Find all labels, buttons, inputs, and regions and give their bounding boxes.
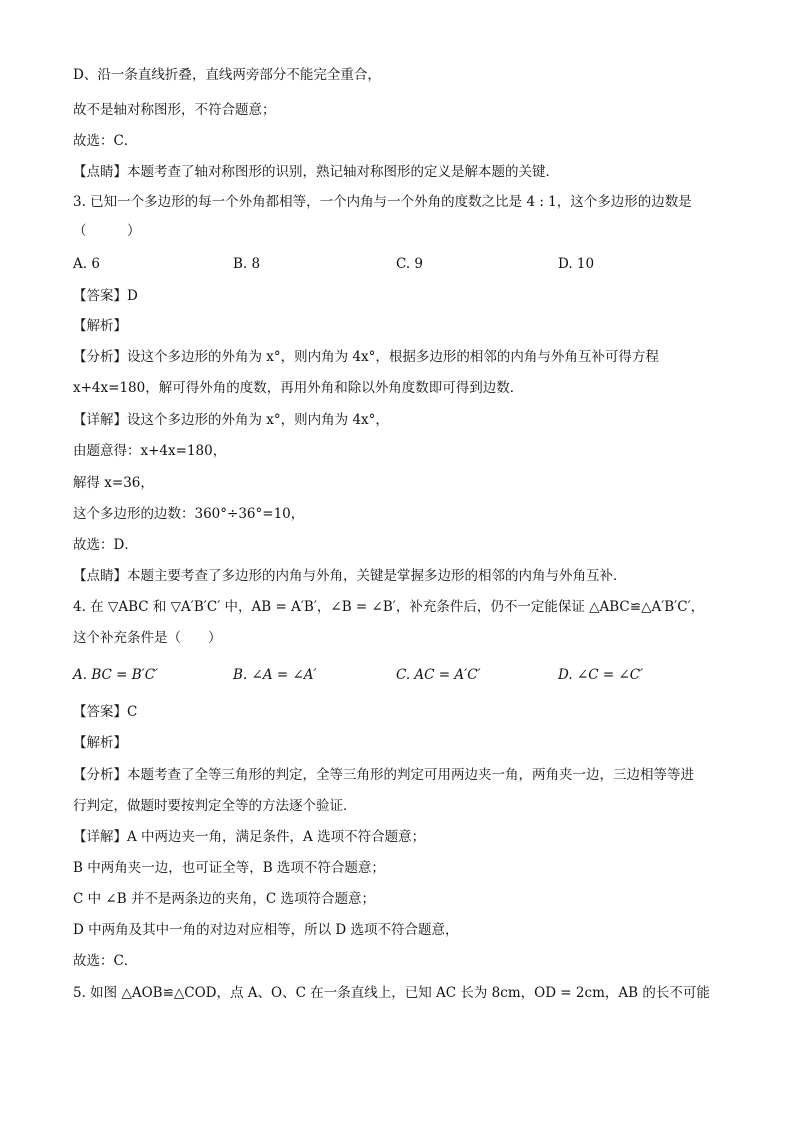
text-line: 这个多边形的边数：360°÷36°=10，: [73, 506, 305, 522]
option-b: B. ∠A = ∠A′: [233, 667, 317, 683]
text-line: 【分析】设这个多边形的外角为 x°，则内角为 4x°，根据多边形的相邻的内角与外角互补可得方程: [73, 349, 659, 365]
question-5-stem: 5. 如图 △AOB≌△COD，点 A、O、C 在一条直线上，已知 AC 长为 8cm，OD = 2cm，AB 的长不可能: [73, 985, 710, 1001]
text-line: 由题意得：x+4x=180，: [73, 443, 227, 459]
question-4-stem: 4. 在 ▽ABC 和 ▽A′B′C′ 中，AB = A′B′，∠B = ∠B′，补充条件后，仍不一定能保证 △ABC≌△A′B′C′，: [73, 599, 705, 615]
option-c: C. 9: [396, 256, 424, 272]
text-line: 故选：C．: [73, 953, 138, 969]
text-line: 【详解】A 中两边夹一角，满足条件，A 选项不符合题意；: [73, 829, 426, 845]
analysis-label: 【解析】: [73, 735, 127, 751]
text-line: 故不是轴对称图形，不符合题意；: [73, 102, 276, 118]
option-d: D. 10: [558, 256, 595, 272]
answer-label: 【答案】C: [73, 704, 138, 720]
option-a: A. 6: [73, 256, 100, 272]
text-line: 【详解】设这个多边形的外角为 x°，则内角为 4x°，: [73, 412, 389, 428]
answer-label: 【答案】D: [73, 288, 138, 304]
analysis-label: 【解析】: [73, 318, 127, 334]
text-line: 【点睛】本题考查了轴对称图形的识别，熟记轴对称图形的定义是解本题的关键．: [73, 164, 559, 180]
text-line: 故选：D．: [73, 537, 138, 553]
question-3-blank: （ ）: [73, 223, 141, 239]
text-line: 故选：C．: [73, 133, 138, 149]
question-3-stem: 3. 已知一个多边形的每一个外角都相等，一个内角与一个外角的度数之比是 4 : 1，这个多边形的边数是: [73, 194, 692, 210]
option-d: D. ∠C = ∠C′: [558, 667, 644, 683]
text-line: 解得 x=36，: [73, 475, 154, 491]
text-line: 【分析】本题考查了全等三角形的判定，全等三角形的判定可用两边夹一角，两角夹一边，三边相等等进: [73, 767, 694, 783]
text-line: B 中两角夹一边，也可证全等，B 选项不符合题意；: [73, 860, 385, 876]
text-line: x+4x=180，解可得外角的度数，再用外角和除以外角度数即可得到边数．: [73, 380, 524, 396]
text-line: C 中 ∠B 并不是两条边的夹角，C 选项符合题意；: [73, 891, 376, 907]
question-4-stem-cont: 这个补充条件是（ ）: [73, 630, 222, 646]
option-a: A. BC = B′C′: [73, 667, 159, 683]
text-line: D、沿一条直线折叠，直线两旁部分不能完全重合，: [73, 67, 381, 83]
option-c: C. AC = A′C′: [396, 667, 481, 683]
text-line: D 中两角及其中一角的对边对应相等，所以 D 选项不符合题意，: [73, 922, 459, 938]
text-line: 行判定，做题时要按判定全等的方法逐个验证．: [73, 798, 357, 814]
text-line: 【点睛】本题主要考查了多边形的内角与外角，关键是掌握多边形的相邻的内角与外角互补．: [73, 568, 627, 584]
option-b: B. 8: [233, 256, 261, 272]
